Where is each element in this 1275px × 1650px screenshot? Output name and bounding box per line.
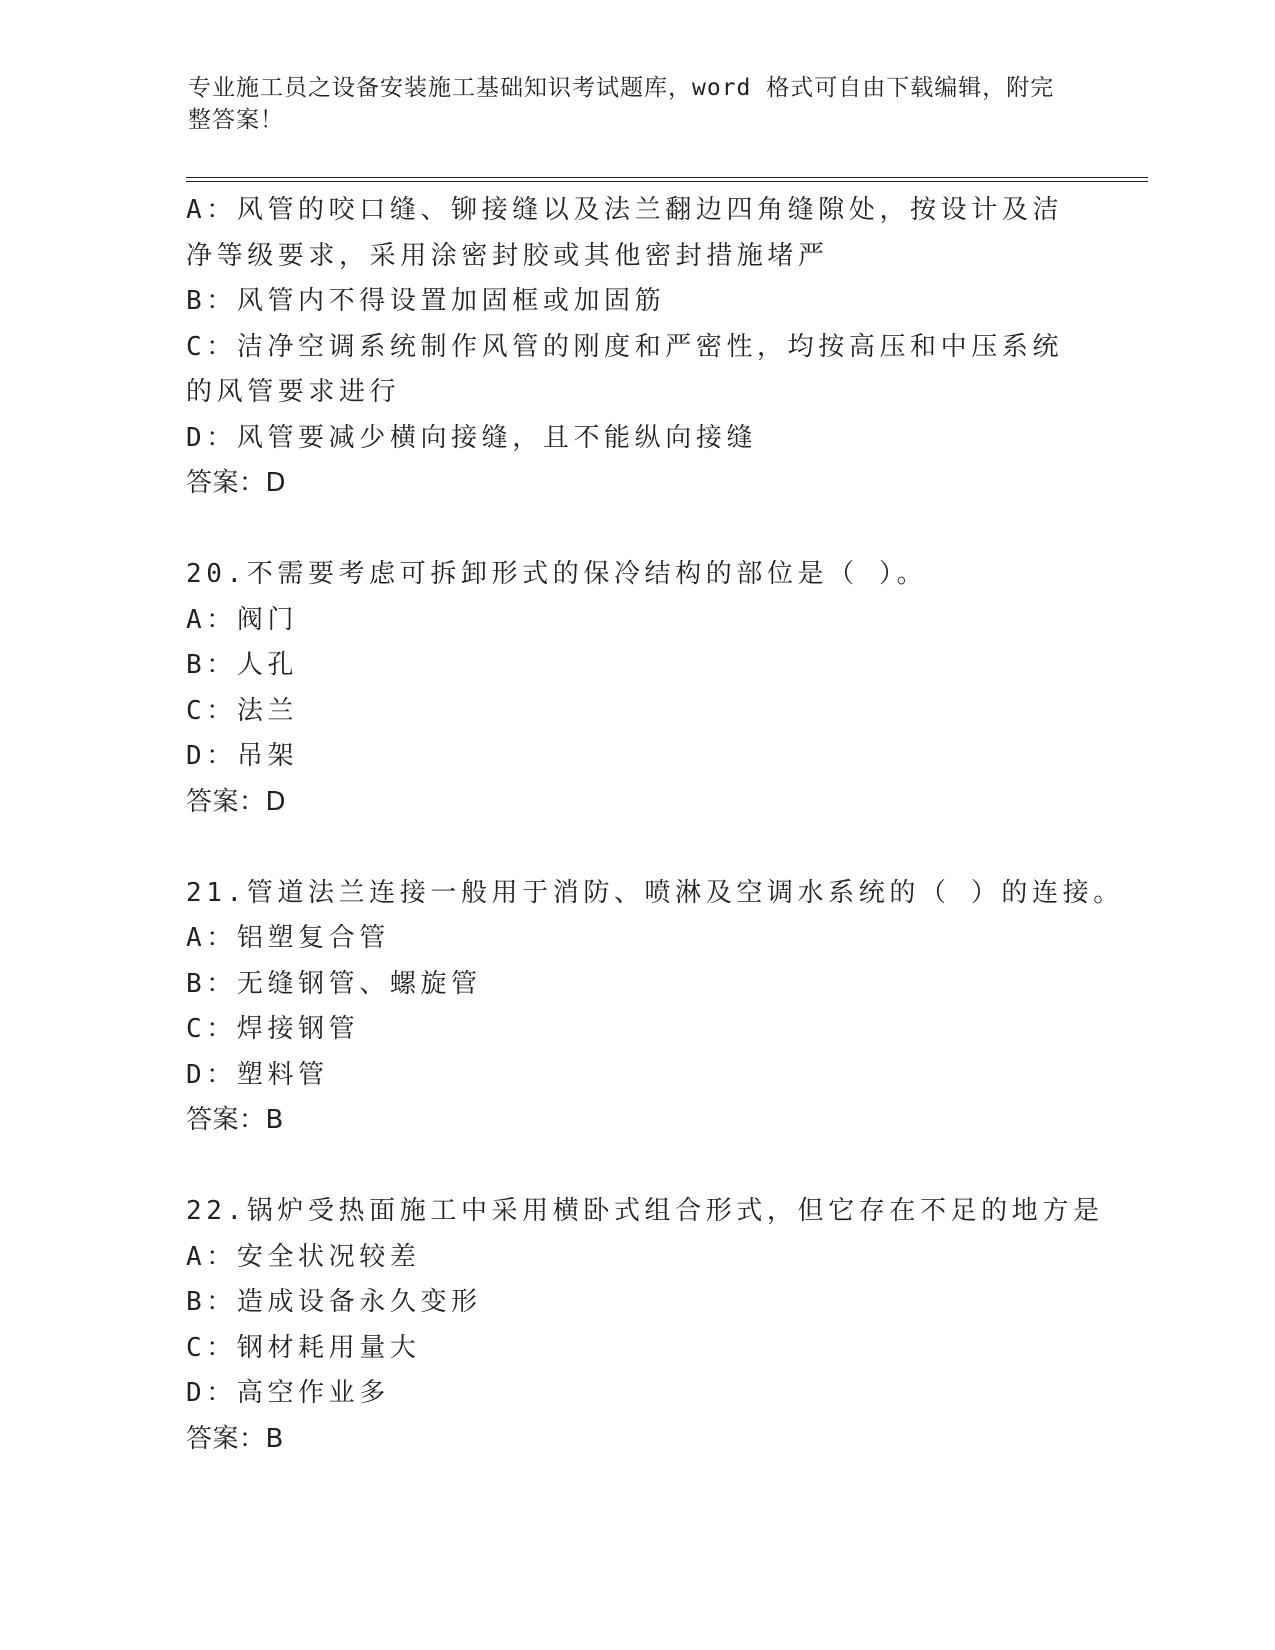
answer-text: 答案：B <box>186 1105 284 1135</box>
spacer <box>186 1144 1086 1190</box>
header-divider <box>186 177 1148 182</box>
question-stem: 21.管道法兰连接一般用于消防、喷淋及空调水系统的（ ）的连接。 <box>186 877 1124 908</box>
option-b: B：造成设备永久变形 <box>186 1287 482 1317</box>
question-stem: 22.锅炉受热面施工中采用横卧式组合形式，但它存在不足的地方是 <box>186 1196 1104 1226</box>
answer-text: 答案：B <box>186 1423 284 1454</box>
question-block-20 <box>186 552 1086 825</box>
option-c: C：法兰 <box>186 695 299 726</box>
answer-text: 答案：D <box>186 468 287 498</box>
option-c: C：钢材耗用量大 <box>186 1332 421 1363</box>
option-a: A：阀门 <box>186 604 299 635</box>
option-b: B：无缝钢管、螺旋管 <box>186 968 482 999</box>
spacer <box>186 825 1086 871</box>
option-a: A：风管的咬口缝、铆接缝以及法兰翻边四角缝隙处，按设计及洁净等级要求，采用涂密封胶或其他密封措施堵严 <box>186 195 1064 271</box>
question-block-19 <box>186 188 1086 507</box>
answer-text: 答案：D <box>186 786 287 817</box>
question-block-21 <box>186 871 1124 1144</box>
option-c: C：焊接钢管 <box>186 1014 360 1044</box>
option-c: C：洁净空调系统制作风管的刚度和严密性，均按高压和中压系统的风管要求进行 <box>186 331 1064 407</box>
spacer <box>186 507 1086 553</box>
question-block-22 <box>186 1189 1104 1462</box>
option-d: D：塑料管 <box>186 1059 329 1090</box>
option-d: D：吊架 <box>186 741 299 771</box>
option-d: D：高空作业多 <box>186 1378 390 1408</box>
option-d: D：风管要减少横向接缝，且不能纵向接缝 <box>186 422 758 453</box>
document-header: 专业施工员之设备安装施工基础知识考试题库，word 格式可自由下载编辑，附完整答案！ <box>188 75 1055 133</box>
option-a: A：铝塑复合管 <box>186 923 390 953</box>
option-b: B：风管内不得设置加固框或加固筋 <box>186 286 666 316</box>
option-b: B：人孔 <box>186 650 299 680</box>
question-list <box>186 188 1124 1462</box>
option-a: A：安全状况较差 <box>186 1241 421 1272</box>
question-stem: 20.不需要考虑可拆卸形式的保冷结构的部位是（ ）。 <box>186 559 928 589</box>
